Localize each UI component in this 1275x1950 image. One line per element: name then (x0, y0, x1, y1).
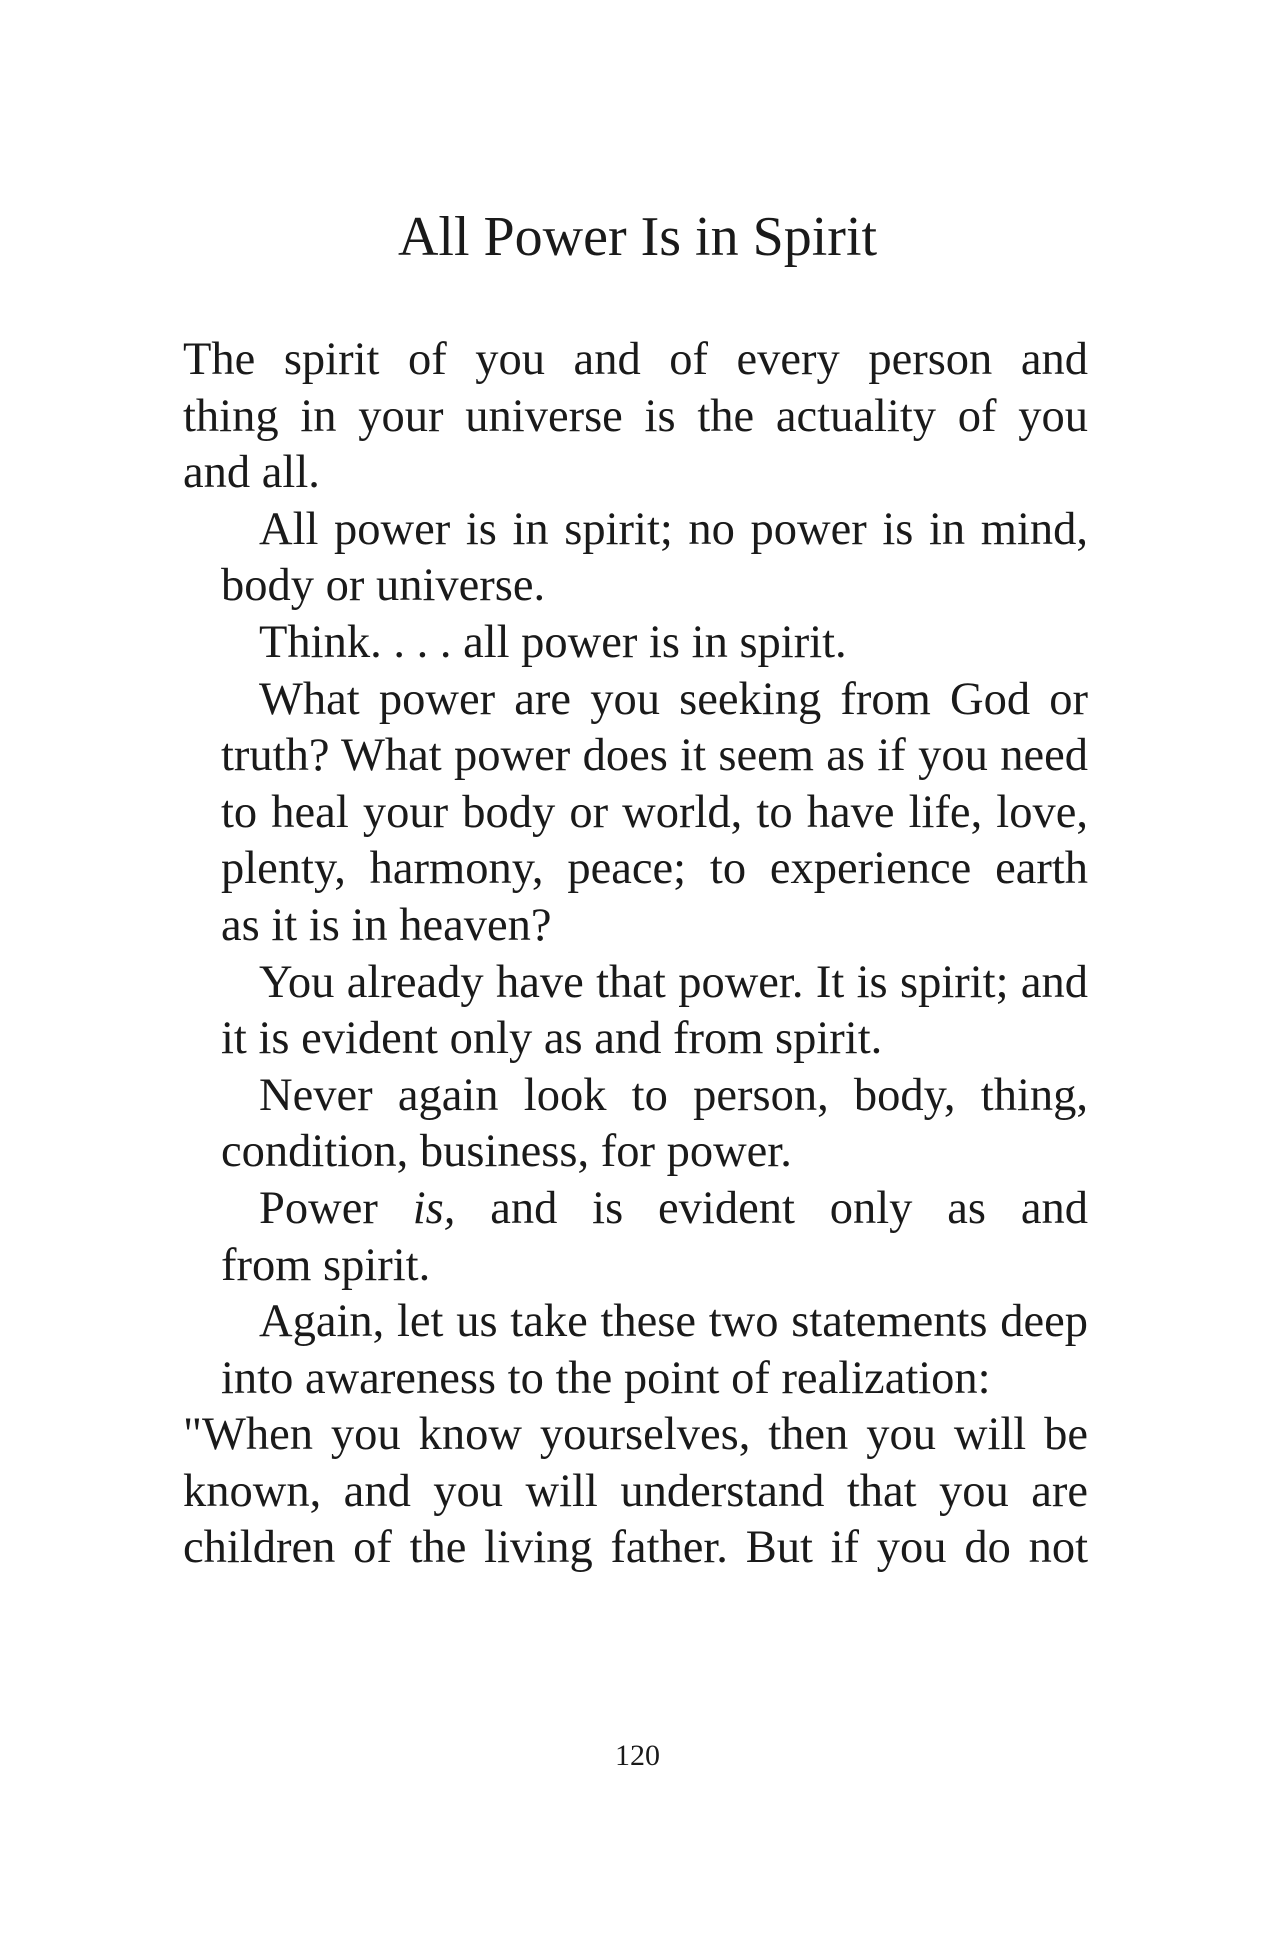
page-number: 120 (615, 1739, 660, 1772)
text-line (183, 1181, 1088, 1238)
text-line: it is evident only as and from spirit. (221, 1013, 883, 1065)
paragraph (183, 672, 1088, 955)
text-line: plenty, harmony, peace; to experience earth (221, 843, 1088, 895)
text-line: You already have that power. It is spirit; and (259, 956, 1088, 1008)
text-fragment: and is evident only as and (490, 1182, 1089, 1234)
paragraph (183, 502, 1088, 615)
text-line: and all. (183, 447, 320, 499)
chapter-title: All Power Is in Spirit (397, 206, 878, 268)
paragraph (183, 1181, 1088, 1294)
paragraph (183, 615, 1088, 672)
text-fragment: Power (259, 1182, 378, 1234)
text-line: condition, business, for power. (221, 1126, 792, 1178)
text-line: The spirit of you and of every person and (183, 334, 1088, 385)
text-line: Again, let us take these two statements deep (259, 1296, 1088, 1348)
text-line: thing in your universe is the actuality of you (183, 390, 1088, 442)
paragraph (183, 955, 1088, 1068)
paragraph (183, 1068, 1088, 1181)
text-line: Never again look to person, body, thing, (259, 1069, 1088, 1121)
text-line: known, and you will understand that you are (183, 1465, 1088, 1517)
text-line: into awareness to the point of realization: (221, 1352, 991, 1404)
paragraph (183, 1294, 1088, 1407)
text-line: children of the living father. But if you do not (183, 1522, 1088, 1574)
paragraph (183, 332, 1088, 502)
text-line: Think. . . . all power is in spirit. (259, 616, 847, 668)
paragraph (183, 1407, 1088, 1577)
text-line: from spirit. (221, 1239, 431, 1291)
text-line: body or universe. (221, 560, 546, 612)
text-line: What power are you seeking from God or (259, 673, 1088, 725)
text-line: truth? What power does it seem as if you need (221, 730, 1088, 782)
text-line: All power is in spirit; no power is in mind, (259, 503, 1088, 555)
body-text (183, 332, 1088, 1577)
text-line: "When you know yourselves, then you will be (183, 1409, 1088, 1461)
text-line: to heal your body or world, to have life, love, (221, 786, 1088, 838)
emphasis-text: is, (412, 1182, 456, 1234)
text-line: as it is in heaven? (221, 899, 552, 951)
